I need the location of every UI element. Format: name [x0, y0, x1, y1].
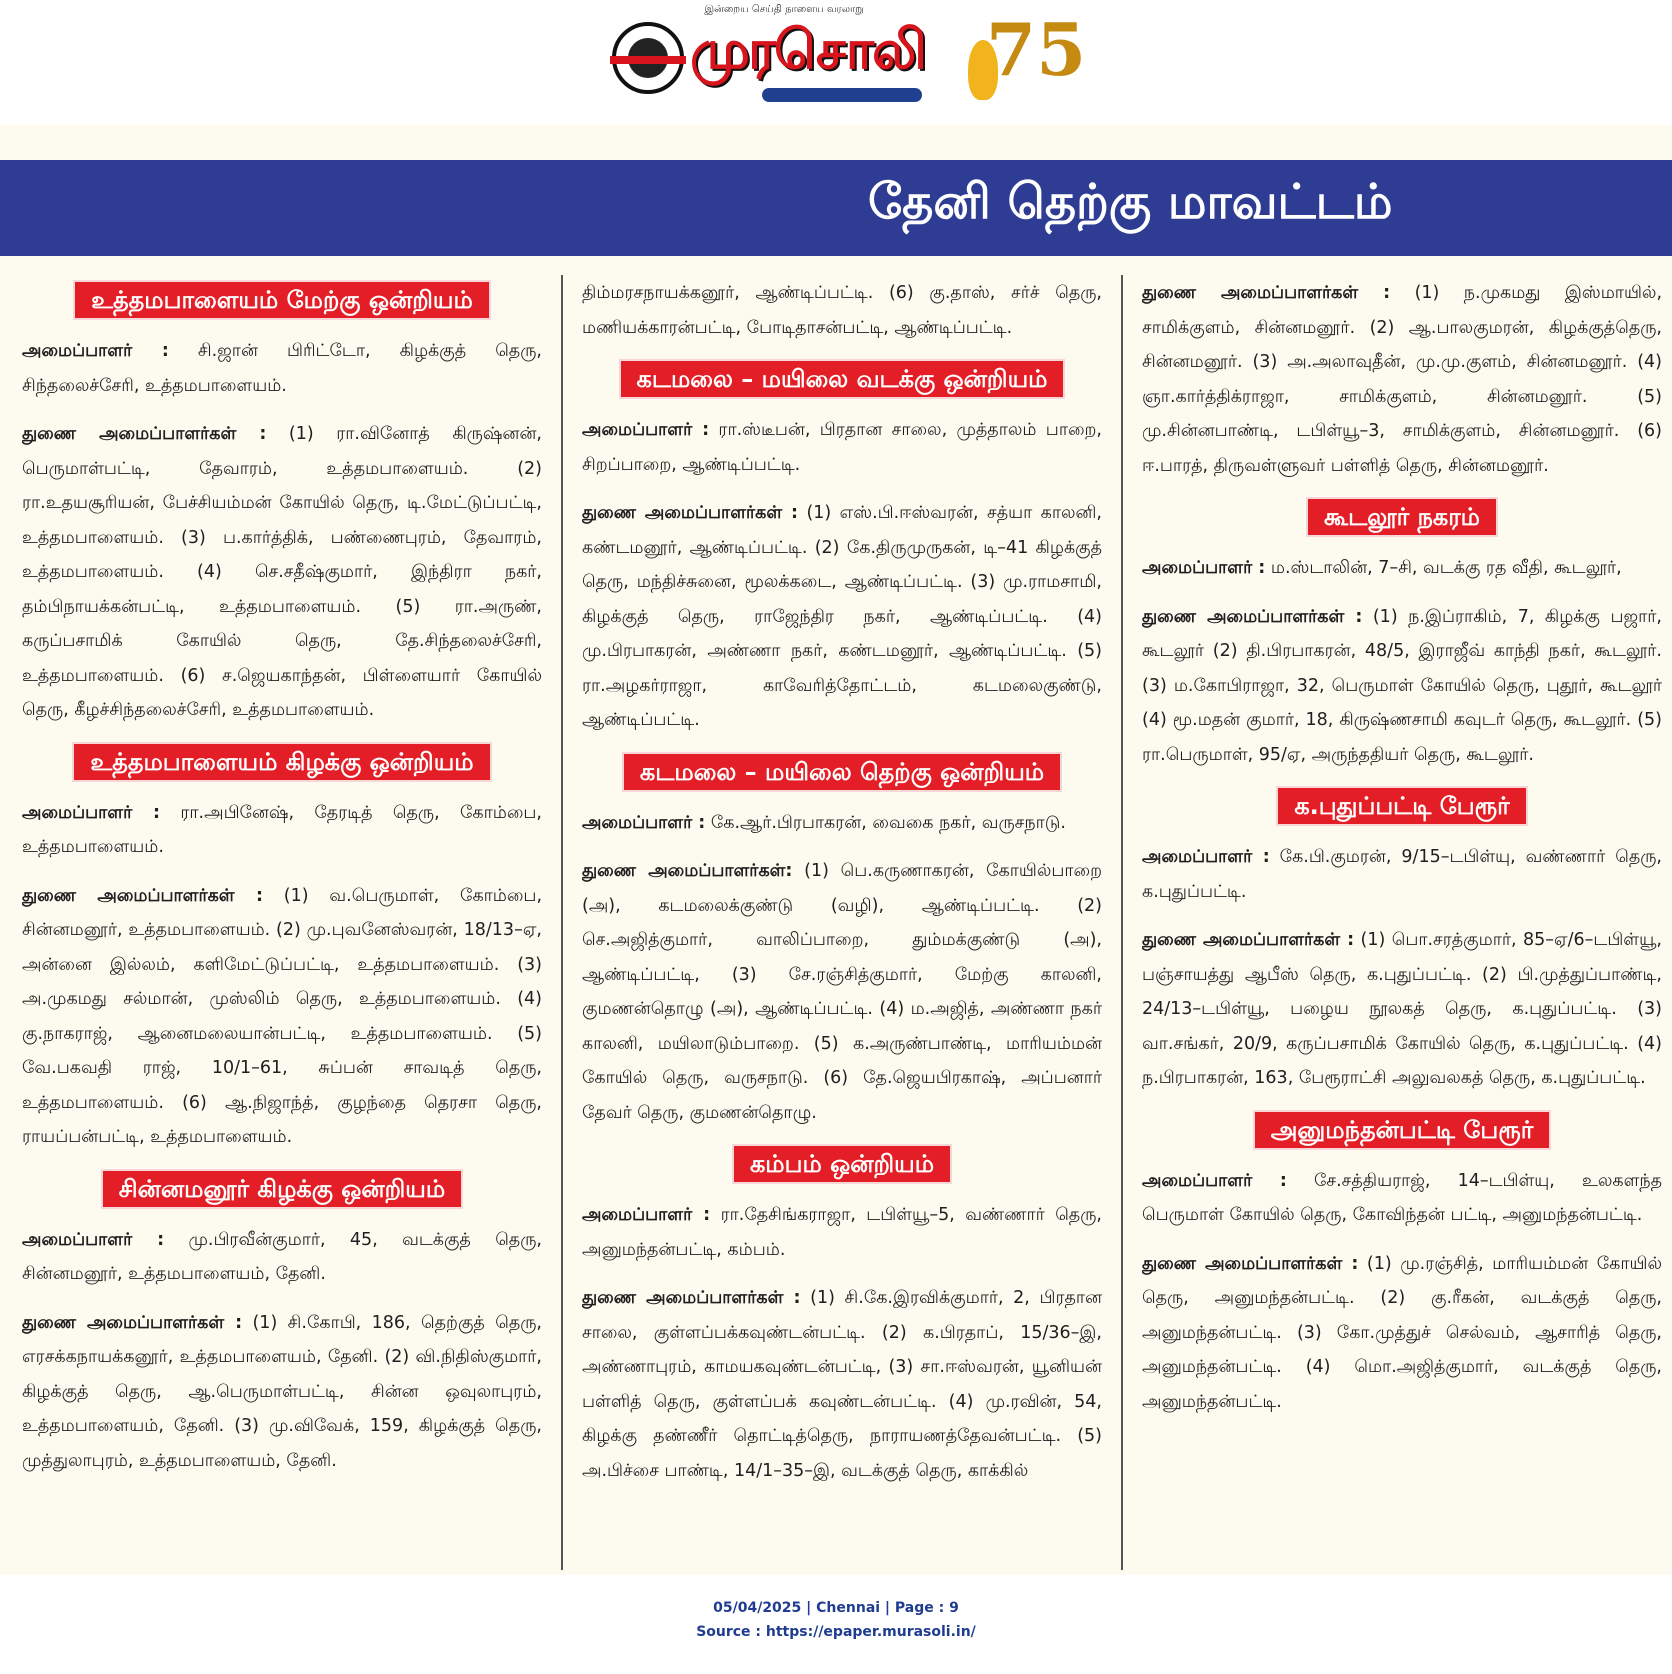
organiser-entry — [22, 334, 542, 403]
organiser-entry — [1142, 1164, 1662, 1233]
entry-text: (1) பெ.கருணாகரன், கோயில்பாறை (அ), கடமலைக்குண்டு (வழி), ஆண்டிப்பட்டி. (2) செ.அஜித்குமார், வாலிப்பாறை, தும்மக்குண்டு (அ), ஆண்டிப்பட்டி, (3) சே.ரஞ்சித்குமார், மேற்கு காலனி, குமணன்தொழு (அ), ஆண்டிப்பட்டி. (4) ம.அஜித், அண்ணா நகர் காலனி, மயிலாடும்பாறை. (5) க.அருண்பாண்டி, மாரியம்மன் கோயில் தெரு, வருசநாடு. (6) தே.ஜெயபிரகாஷ், அப்பனார் தேவர் தெரு, குமணன்தொழு. — [582, 861, 1102, 1123]
entry-text: (1) சி.கே.இரவிக்குமார், 2, பிரதான சாலை, குள்ளப்பக்கவுண்டன்பட்டி. (2) க.பிரதாப், 15/36–இ, அண்ணாபுரம், காமயகவுண்டன்பட்டி, (3) சா.ஈஸ்வரன், யூனியன் பள்ளித் தெரு, குள்ளப்பக் கவுண்டன்பட்டி. (4) மு.ரவின், 54, கிழக்கு தண்ணீர் தொட்டித்தெரு, நாராயணத்தேவன்பட்டி. (5) அ.பிச்சை பாண்டி, 14/1–35–இ, வடக்குத் தெரு, காக்கில் — [582, 1288, 1102, 1481]
entry-text: (1) ந.முகமது இஸ்மாயில், சாமிக்குளம், சின்னமனூர். (2) ஆ.பாலகுமரன், கிழக்குத்தெரு, சின்னமனூர். (3) அ.அலாவுதீன், மு.மு.குளம், சின்னமனூர். (4) ஞா.கார்த்திக்ராஜா, சாமிக்குளம், சின்னமனூர். (5) மு.சின்னபாண்டி, டபிள்யூ–3, சாமிக்குளம், சின்னமனூர். (6) ஈ.பாரத், திருவள்ளுவர் பள்ளித் தெரு, சின்னமனூர். — [1142, 283, 1662, 476]
entry-text: ம.ஸ்டாலின், 7–சி, வடக்கு ரத வீதி, கூடலூர், — [1265, 558, 1622, 578]
entry-text: ரா.ஸ்டீபன், பிரதான சாலை, முத்தாலம் பாறை, சிறப்பாறை, ஆண்டிப்பட்டி. — [582, 420, 1102, 475]
organiser-entry — [582, 806, 1102, 841]
column-3 — [1142, 276, 1662, 1568]
column-2 — [582, 276, 1102, 1568]
section-heading: சின்னமனூர் கிழக்கு ஒன்றியம் — [101, 1169, 463, 1209]
deputy-organisers-entry — [22, 417, 542, 728]
party-emblem-icon — [612, 22, 684, 94]
section-heading: கம்பம் ஒன்றியம் — [732, 1144, 952, 1184]
deputy-organisers-entry — [582, 1281, 1102, 1488]
logo-subline — [762, 88, 922, 102]
entry-label: அமைப்பாளர் : — [1142, 847, 1270, 867]
entry-label: துணை அமைப்பாளர்கள் : — [1142, 606, 1363, 627]
section-heading: அனுமந்தன்பட்டி பேரூர் — [1253, 1110, 1552, 1150]
entry-label: துணை அமைப்பாளர்கள் : — [1142, 283, 1391, 303]
entry-label: அமைப்பாளர் : — [22, 802, 161, 823]
logo-name: முரசொலி — [690, 18, 925, 81]
entry-label: அமைப்பாளர் : — [22, 341, 169, 361]
entry-text: கே.ஆர்.பிரபாகரன், வைகை நகர், வருசநாடு. — [705, 812, 1066, 833]
entry-label: அமைப்பாளர் : — [582, 1205, 711, 1225]
anniversary-badge — [964, 7, 1087, 110]
entry-label: துணை அமைப்பாளர்கள்: — [582, 861, 793, 881]
entry-label: துணை அமைப்பாளர்கள் : — [582, 1288, 801, 1308]
entry-label: துணை அமைப்பாளர்கள் : — [22, 1312, 243, 1333]
entry-text: (1) எஸ்.பி.ஈஸ்வரன், சத்யா காலனி, கண்டமனூர், ஆண்டிப்பட்டி. (2) கே.திருமுருகன், டி–41 கிழக்குத் தெரு, மந்திச்சுனை, மூலக்கடை, ஆண்டிப்பட்டி. (3) மு.ராமசாமி, கிழக்குத் தெரு, ராஜேந்திர நகர், ஆண்டிப்பட்டி. (4) மு.பிரபாகரன், அண்ணா நகர், கண்டமனூர், ஆண்டிப்பட்டி. (5) ரா.அழகர்ராஜா, காவேரித்தோட்டம், கடமலைகுண்டு, ஆண்டிப்பட்டி. — [582, 503, 1102, 730]
anniversary-number: 75 — [986, 7, 1087, 92]
edition-info: 05/04/2025 | Chennai | Page : 9 — [713, 1600, 959, 1616]
entry-text: (1) சி.கோபி, 186, தெற்குத் தெரு, எரசக்கநாயக்கனூர், உத்தமபாளையம், தேனி. (2) வி.நிதிஸ்குமார், கிழக்குத் தெரு, ஆ.பெருமாள்பட்டி, சின்ன ஒவுலாபுரம், உத்தமபாளையம், தேனி. (3) மு.விவேக், 159, கிழக்குத் தெரு, முத்துலாபுரம், உத்தமபாளையம், தேனி. — [22, 1312, 542, 1471]
source-link[interactable]: Source : https://epaper.murasoli.in/ — [696, 1624, 976, 1640]
deputy-organisers-entry — [582, 854, 1102, 1130]
entry-label: துணை அமைப்பாளர்கள் : — [22, 424, 267, 444]
entry-text: மு.பிரவீன்குமார், 45, வடக்குத் தெரு, சின்னமனூர், உத்தமபாளையம், தேனி. — [22, 1229, 542, 1284]
entry-label: அமைப்பாளர் : — [582, 812, 706, 833]
entry-label: அமைப்பாளர் : — [582, 420, 710, 440]
column-divider — [561, 275, 563, 1570]
organiser-entry — [22, 1223, 542, 1292]
entry-text: (1) பொ.சரத்குமார், 85–ஏ/6–டபிள்யூ, பஞ்சாயத்து ஆபீஸ் தெரு, க.புதுப்பட்டி. (2) பி.முத்துப்பாண்டி, 24/13–டபிள்யூ, பழைய நூலகத் தெரு, க.புதுப்பட்டி. (3) வா.சங்கர், 20/9, கருப்பசாமிக் கோயில் தெரு, க.புதுப்பட்டி. (4) ந.பிரபாகரன், 163, பேரூராட்சி அலுவலகத் தெரு, க.புதுப்பட்டி. — [1142, 930, 1662, 1088]
column-1 — [22, 276, 542, 1568]
entry-text: சே.சத்தியராஜ், 14–டபிள்யு, உலகளந்த பெருமாள் கோயில் தெரு, கோவிந்தன் பட்டி, அனுமந்தன்பட்டி. — [1142, 1170, 1662, 1225]
entry-label: துணை அமைப்பாளர்கள் : — [22, 885, 263, 906]
entry-label: துணை அமைப்பாளர்கள் : — [1142, 1253, 1359, 1274]
entry-label: துணை அமைப்பாளர்கள் : — [582, 503, 799, 523]
deputy-organisers-entry — [1142, 600, 1662, 773]
organiser-entry — [582, 413, 1102, 482]
entry-label: அமைப்பாளர் : — [22, 1229, 165, 1250]
deputy-organisers-entry — [1142, 923, 1662, 1096]
column-divider — [1121, 275, 1123, 1570]
entry-text: (1) வ.பெருமாள், கோம்பை, சின்னமனூர், உத்தமபாளையம். (2) மு.புவனேஸ்வரன், 18/13–ஏ, அன்னை இல்லம், களிமேட்டுப்பட்டி, உத்தமபாளையம். (3) அ.முகமது சல்மான், முஸ்லிம் தெரு, உத்தமபாளையம். (4) கு.நாகராஜ், ஆனைமலையான்பட்டி, உத்தமபாளையம். (5) வே.பகவதி ராஜ், 10/1–61, சுப்பன் சாவடித் தெரு, உத்தமபாளையம். (6) ஆ.நிஜாந்த், குழந்தை தெரசா தெரு, ராயப்பன்பட்டி, உத்தமபாளையம். — [22, 885, 542, 1147]
entry-label: துணை அமைப்பாளர்கள் : — [1142, 930, 1355, 950]
entry-text: கே.பி.குமரன், 9/15–டபிள்யு, வண்ணார் தெரு, க.புதுப்பட்டி. — [1142, 847, 1662, 902]
entry-text: ரா.தேசிங்கராஜா, டபிள்யூ–5, வண்ணார் தெரு, அனுமந்தன்பட்டி, கம்பம். — [582, 1205, 1102, 1260]
murasoli-logo — [612, 4, 1087, 114]
entry-label: அமைப்பாளர் : — [1142, 558, 1266, 578]
entry-text: (1) ந.இப்ராகிம், 7, கிழக்கு பஜார், கூடலூர் (2) தி.பிரபாகரன், 48/5, இராஜீவ் காந்தி நகர், கூடலூர். (3) ம.கோபிராஜா, 32, பெருமாள் கோயில் தெரு, புதூர், கூடலூர் (4) மூ.மதன் குமார், 18, கிருஷ்ணசாமி கவுடர் தெரு, கூடலூர். (5) ரா.பெருமாள், 95/ஏ, அருந்ததியர் தெரு, கூடலூர். — [1142, 606, 1662, 765]
section-heading: க.புதுப்பட்டி பேரூர் — [1276, 786, 1527, 826]
entry-text: சி.ஜான் பிரிட்டோ, கிழக்குத் தெரு, சிந்தலைச்சேரி, உத்தமபாளையம். — [22, 341, 542, 396]
entry-text: (1) மு.ரஞ்சித், மாரியம்மன் கோயில் தெரு, அனுமந்தன்பட்டி. (2) கு.ரீகன், வடக்குத் தெரு, அனுமந்தன்பட்டி. (3) கோ.முத்துச் செல்வம், ஆசாரித் தெரு, அனுமந்தன்பட்டி. (4) மொ.அஜித்குமார், வடக்குத் தெரு, அனுமந்தன்பட்டி. — [1142, 1253, 1662, 1412]
section-heading: கடமலை – மயிலை தெற்கு ஒன்றியம் — [622, 752, 1062, 792]
organiser-entry — [1142, 840, 1662, 909]
section-heading: கூடலூர் நகரம் — [1306, 497, 1498, 537]
section-heading: கடமலை – மயிலை வடக்கு ஒன்றியம் — [619, 359, 1066, 399]
entry-text: (1) ரா.வினோத் கிருஷ்னன், பெருமாள்பட்டி, தேவாரம், உத்தமபாளையம். (2) ரா.உதயசூரியன், பேச்சியம்மன் கோயில் தெரு, டி.மேட்டுப்பட்டி, உத்தமபாளையம். (3) ப.கார்த்திக், பண்ணைபுரம், தேவாரம், உத்தமபாளையம். (4) செ.சதீஷ்குமார், இந்திரா நகர், தம்பிநாயக்கன்பட்டி, உத்தமபாளையம். (5) ரா.அருண், கருப்பசாமிக் கோயில் தெரு, தே.சிந்தலைச்சேரி, உத்தமபாளையம். (6) ச.ஜெயகாந்தன், பிள்ளையார் கோயில் தெரு, கீழச்சிந்தலைச்சேரி, உத்தமபாளையம். — [22, 424, 542, 720]
continued-text: திம்மரசநாயக்கனூர், ஆண்டிப்பட்டி. (6) கு.தாஸ், சர்ச் தெரு, மணியக்காரன்பட்டி, போடிதாசன்பட்டி, ஆண்டிப்பட்டி. — [582, 283, 1102, 338]
deputy-organisers-entry — [1142, 1247, 1662, 1420]
masthead — [0, 0, 1672, 125]
organiser-entry — [22, 796, 542, 865]
deputy-organisers-entry — [22, 879, 542, 1155]
district-banner — [0, 160, 1672, 256]
deputy-organisers-entry — [1142, 276, 1662, 483]
logo-tagline: இன்றைய செய்தி நாளைய வரலாறு — [704, 4, 864, 15]
section-heading: உத்தமபாளையம் மேற்கு ஒன்றியம் — [73, 280, 491, 320]
section-heading: உத்தமபாளையம் கிழக்கு ஒன்றியம் — [72, 742, 491, 782]
deputy-organisers-entry — [22, 1306, 542, 1479]
deputy-organisers-entry — [582, 496, 1102, 738]
page-footer — [0, 1596, 1672, 1644]
organiser-entry — [582, 1198, 1102, 1267]
organiser-entry — [1142, 551, 1662, 586]
district-title: தேனி தெற்கு மாவட்டம் — [868, 174, 1393, 230]
entry-text: ரா.அபினேஷ், தேரடித் தெரு, கோம்பை, உத்தமபாளையம். — [22, 802, 542, 857]
entry-label: அமைப்பாளர் : — [1142, 1170, 1287, 1191]
